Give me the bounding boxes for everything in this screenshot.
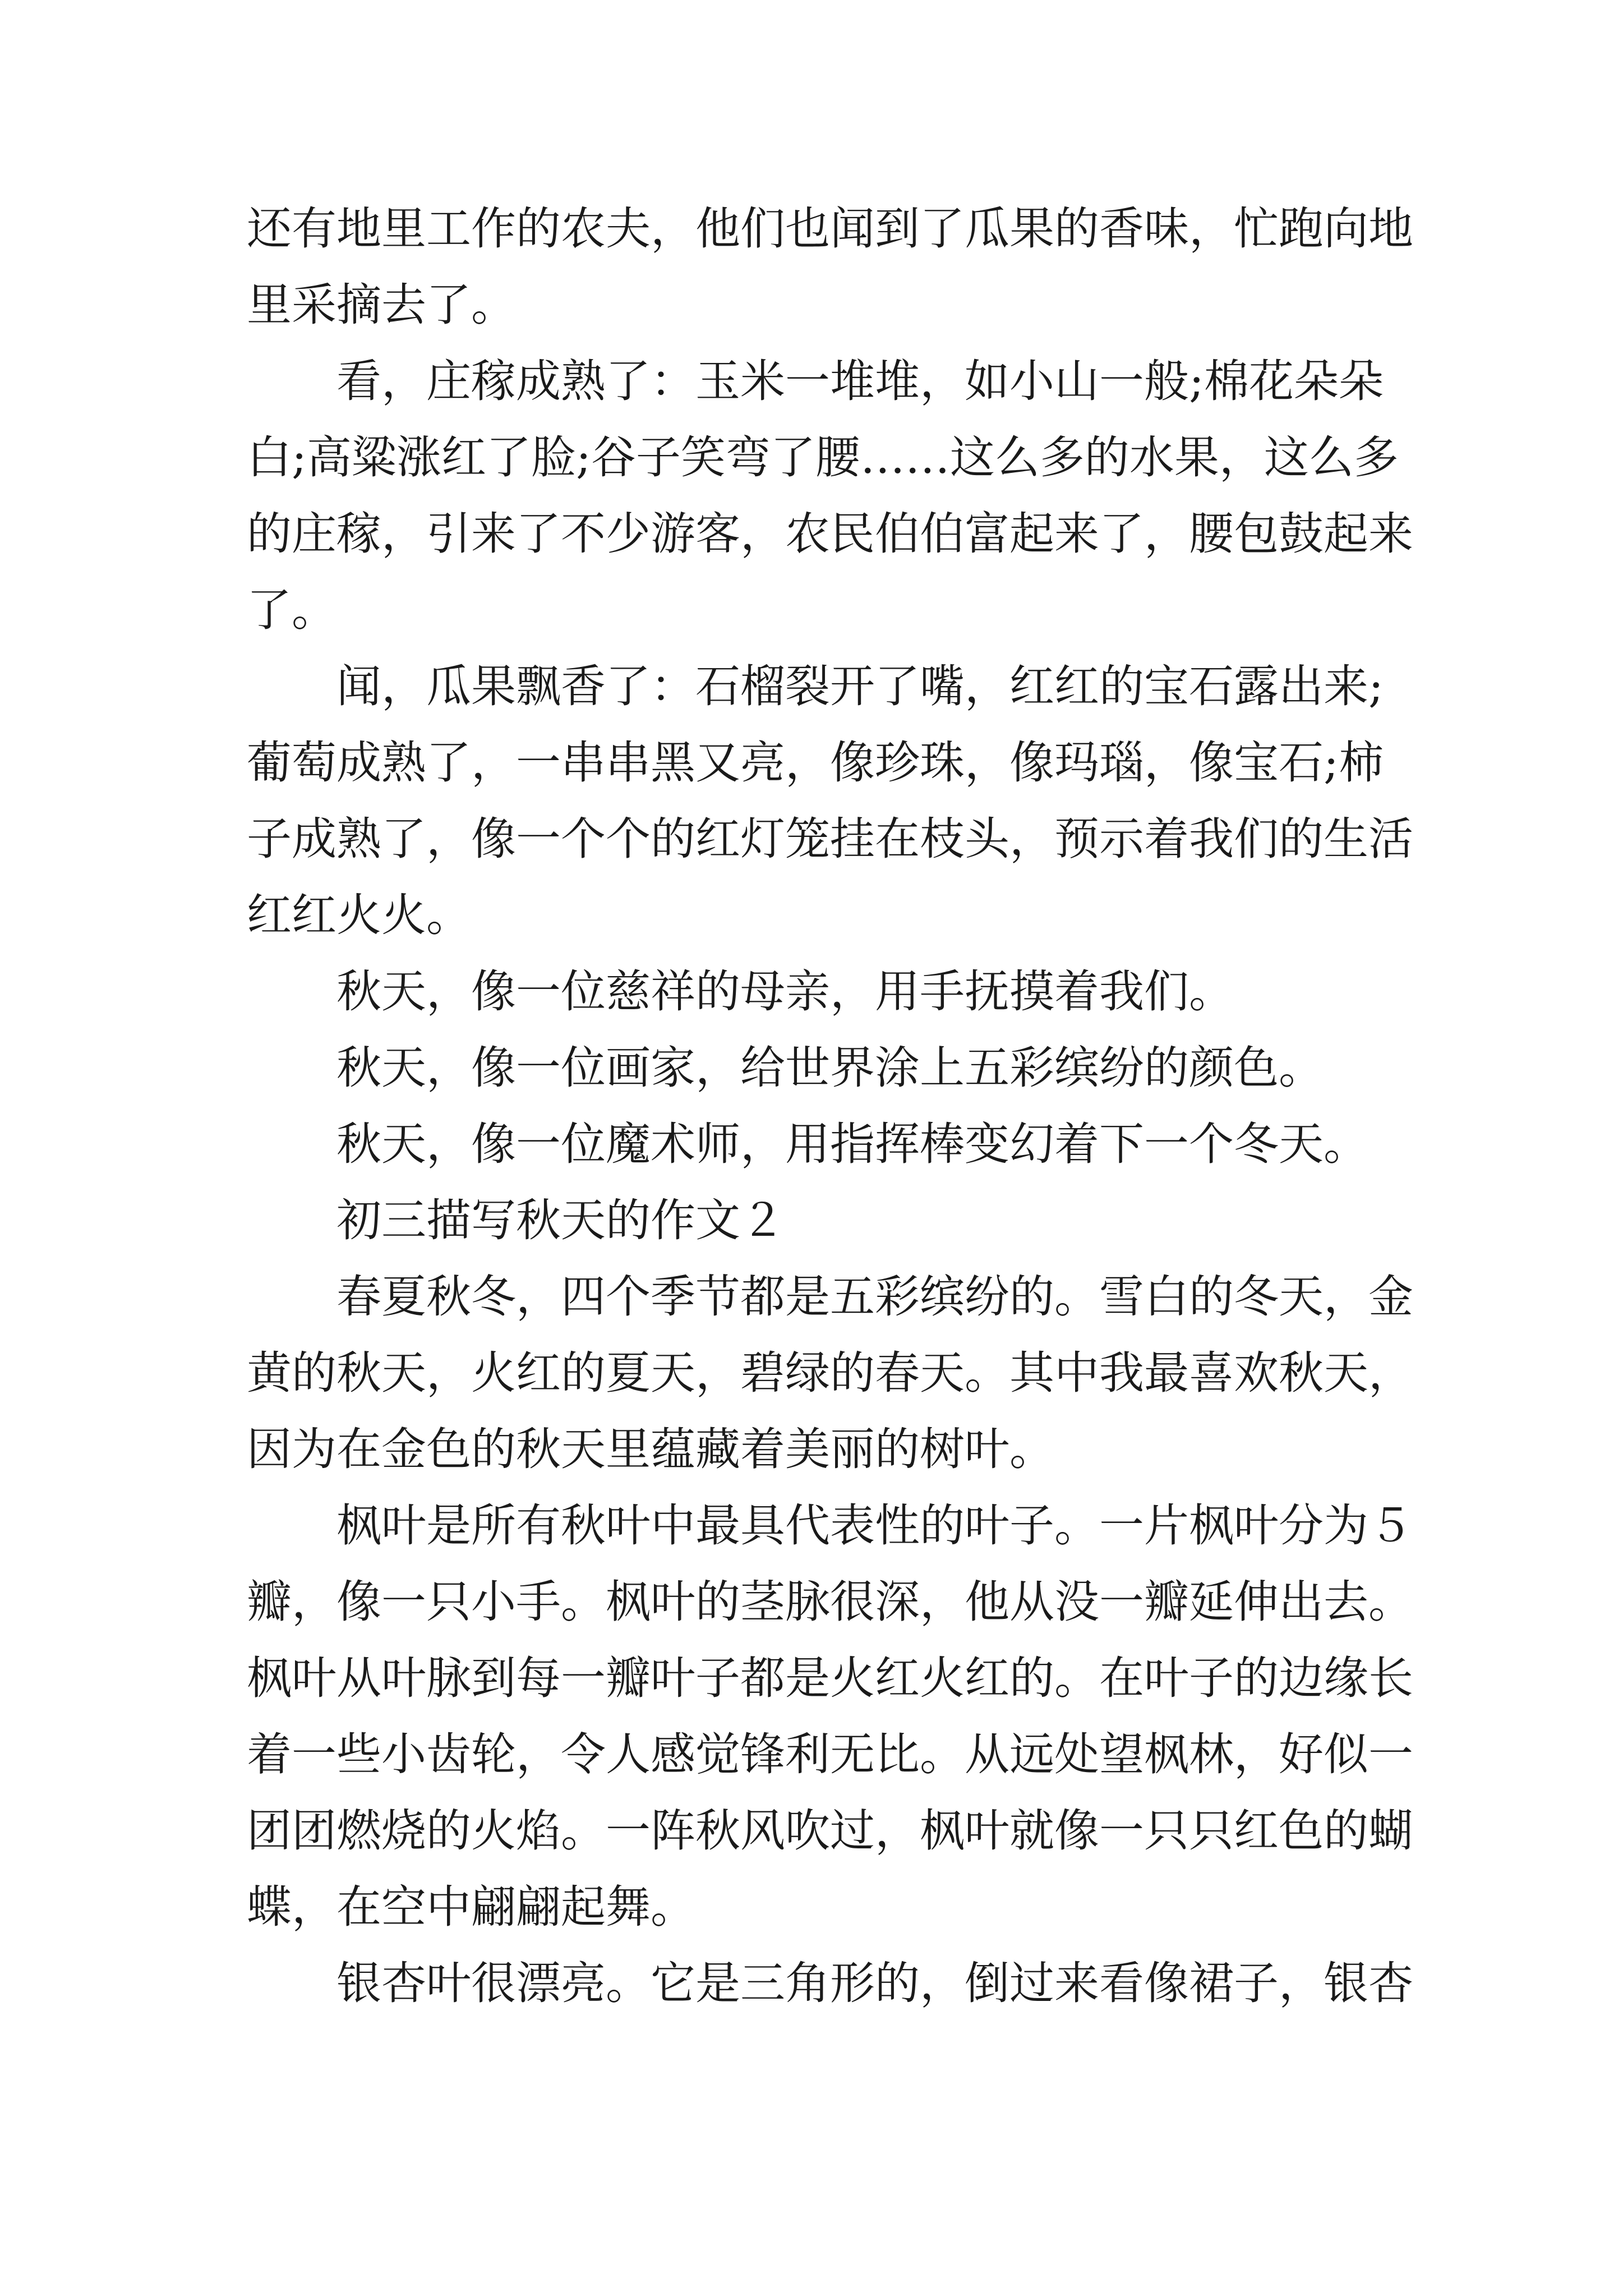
text-line: 秋天，像一位画家，给世界涂上五彩缤纷的颜色。 (336, 1042, 1324, 1094)
text-line: 着一些小齿轮，令人感觉锋利无比。从远处望枫林，好似一 (247, 1728, 1413, 1780)
text-line: 团团燃烧的火焰。一阵秋风吹过，枫叶就像一只只红色的蝴 (247, 1805, 1413, 1857)
text-line: 蝶，在空中翩翩起舞。 (247, 1881, 695, 1933)
text-line: 白;高粱涨红了脸;谷子笑弯了腰……这么多的水果，这么多 (247, 431, 1399, 484)
text-line: 枫叶从叶脉到每一瓣叶子都是火红火红的。在叶子的边缘长 (247, 1652, 1413, 1704)
text-line: 枫叶是所有秋叶中最具代表性的叶子。一片枫叶分为５ (336, 1499, 1413, 1552)
text-line: 子成熟了，像一个个的红灯笼挂在枝头，预示着我们的生活 (247, 813, 1413, 865)
text-line: 里采摘去了。 (247, 279, 516, 331)
text-line: 看，庄稼成熟了：玉米一堆堆，如小山一般;棉花朵朵 (336, 355, 1384, 407)
text-line: 秋天，像一位魔术师，用指挥棒变幻着下一个冬天。 (336, 1118, 1368, 1170)
essay-title: 初三描写秋天的作文２ (336, 1194, 785, 1246)
text-line: 还有地里工作的农夫，他们也闻到了瓜果的香味，忙跑向地 (247, 203, 1413, 255)
text-line: 秋天，像一位慈祥的母亲，用手抚摸着我们。 (336, 965, 1234, 1018)
text-line: 闻，瓜果飘香了：石榴裂开了嘴，红红的宝石露出来; (336, 660, 1384, 712)
text-line: 银杏叶很漂亮。它是三角形的，倒过来看像裙子，银杏 (336, 1957, 1413, 2009)
text-line: 红红火火。 (247, 889, 471, 941)
text-line: 黄的秋天，火红的夏天，碧绿的春天。其中我最喜欢秋天， (247, 1347, 1413, 1399)
text-line: 因为在金色的秋天里蕴藏着美丽的树叶。 (247, 1423, 1054, 1475)
text-line: 春夏秋冬，四个季节都是五彩缤纷的。雪白的冬天，金 (336, 1271, 1413, 1323)
text-line: 葡萄成熟了，一串串黑又亮，像珍珠，像玛瑙，像宝石;柿 (247, 737, 1384, 789)
document-body (247, 191, 1413, 2022)
text-line: 了。 (247, 584, 336, 636)
text-line: 瓣，像一只小手。枫叶的茎脉很深，他从没一瓣延伸出去。 (247, 1576, 1413, 1628)
text-line: 的庄稼，引来了不少游客，农民伯伯富起来了，腰包鼓起来 (247, 508, 1413, 560)
